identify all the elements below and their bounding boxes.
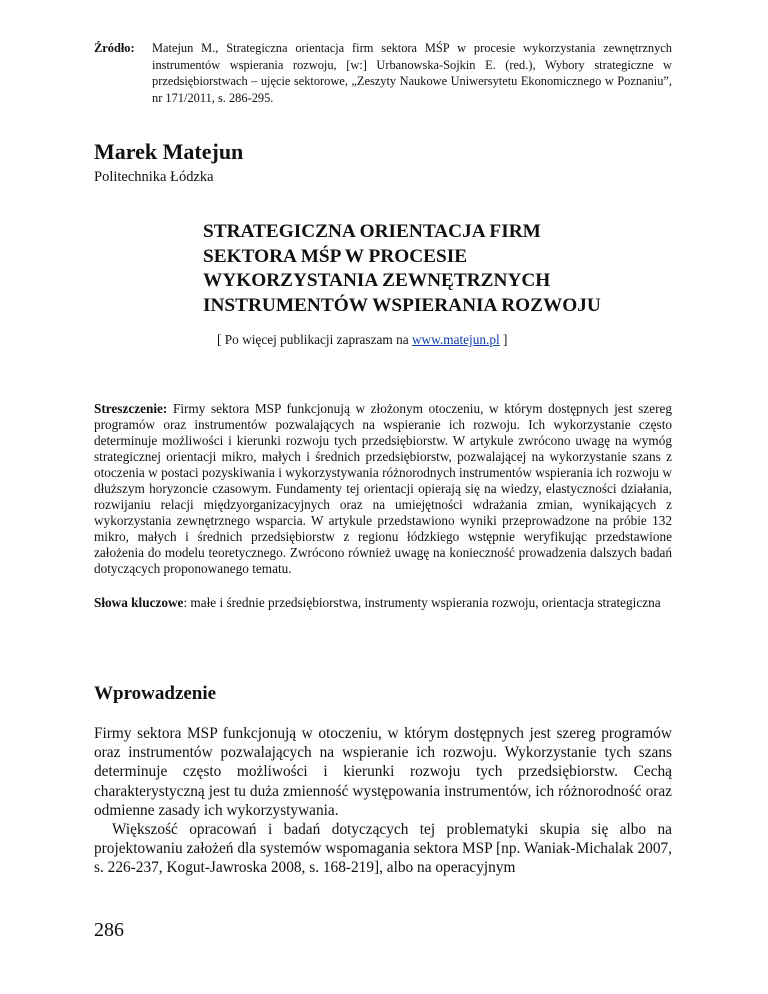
article-title [203,220,663,318]
keywords-text: : małe i średnie przedsiębiorstwa, instrumenty wspierania rozwoju, orientacja strategiczna [183,595,661,610]
author-name: Marek Matejun [94,139,244,164]
keywords-label: Słowa kluczowe [94,595,184,610]
abstract [94,401,672,577]
title-line: WYKORZYSTANIA ZEWNĘTRZNYCH [203,270,551,291]
promo-note [217,331,508,348]
promo-prefix: [ Po więcej publikacji zapraszam na [217,332,412,347]
website-link[interactable]: www.matejun.pl [411,332,500,347]
title-line: STRATEGICZNA ORIENTACJA FIRM [203,221,541,242]
keywords [94,595,672,611]
author-affiliation: Politechnika Łódzka [94,169,214,185]
source-citation [94,40,672,106]
section-body [94,724,672,878]
title-line: SEKTORA MŚP W PROCESIE [203,245,468,267]
section-heading: Wprowadzenie [94,683,217,704]
source-text: Matejun M., Strategiczna orientacja firm sektora MŚP w procesie wykorzystania zewnętrznych instrumentów wspierania rozwoju, [w:] Urbanowska-Sojkin E. (red.), Wybory strategiczne w przedsiębiorstwach – ujęcie sektorowe, „Zeszyty Naukowe Uniwersytetu Ekonomicznego w Poznaniu”, nr 171/2011, s. 286-295. [152,41,672,105]
source-label: Źródło: [94,41,135,55]
abstract-text: Firmy sektora MSP funkcjonują w złożonym otoczeniu, w którym dostępnych jest szereg programów oraz instrumentów pozwalających na wspieranie ich rozwoju. Ich wykorzystanie często determinuje możliwości i kierunki rozwoju tych przedsiębiorstw. W artykule zwrócono uwagę na wymóg strategicznej orientacji mikro, małych i średnich przedsiębiorstw, pozwalającej na wykorzystanie szans z otoczenia w postaci pozyskiwania i wykorzystywania różnorodnych instrumentów wspierania ich rozwoju w dłuższym horyzoncie czasowym. Fundamenty tej orientacji opierają się na wiedzy, elastyczności działania, rozwijaniu relacji międzyorganizacyjnych oraz na umiejętności wdrażania zmian, wynikających z wykorzystania zewnętrznego wsparcia. W artykule przedstawiono wyniki przeprowadzone na próbie 132 mikro, małych i średnich przedsiębiorstw z regionu łódzkiego wstępnie weryfikując przedstawione założenia do modelu teoretycznego. Zwrócono również uwagę na konieczność prowadzenia dalszych badań dotyczących proponowanego tematu. [94,401,672,576]
paragraph: Większość opracowań i badań dotyczących tej problematyki skupia się albo na projektowaniu założeń dla systemów wspomagania sektora MSP [np. Waniak-Michalak 2007, s. 226-237, Kogut-Jawroska 2008, s. 168-219], albo na operacyjnym [94,821,672,877]
abstract-label: Streszczenie: [94,401,168,416]
title-line: INSTRUMENTÓW WSPIERANIA ROZWOJU [203,294,601,316]
page-number: 286 [94,919,124,941]
promo-suffix: ] [499,332,508,347]
paragraph: Firmy sektora MSP funkcjonują w otoczeniu, w którym dostępnych jest szereg programów oraz instrumentów pozwalających na wspieranie ich rozwoju. Wykorzystanie tych szans determinuje często możliwości i kierunki rozwoju tych przedsiębiorstw. Cechą charakterystyczną jest tu duża zmienność występowania instrumentów, ich różnorodność oraz odmienne zasady ich wykorzystywania. [94,725,672,819]
